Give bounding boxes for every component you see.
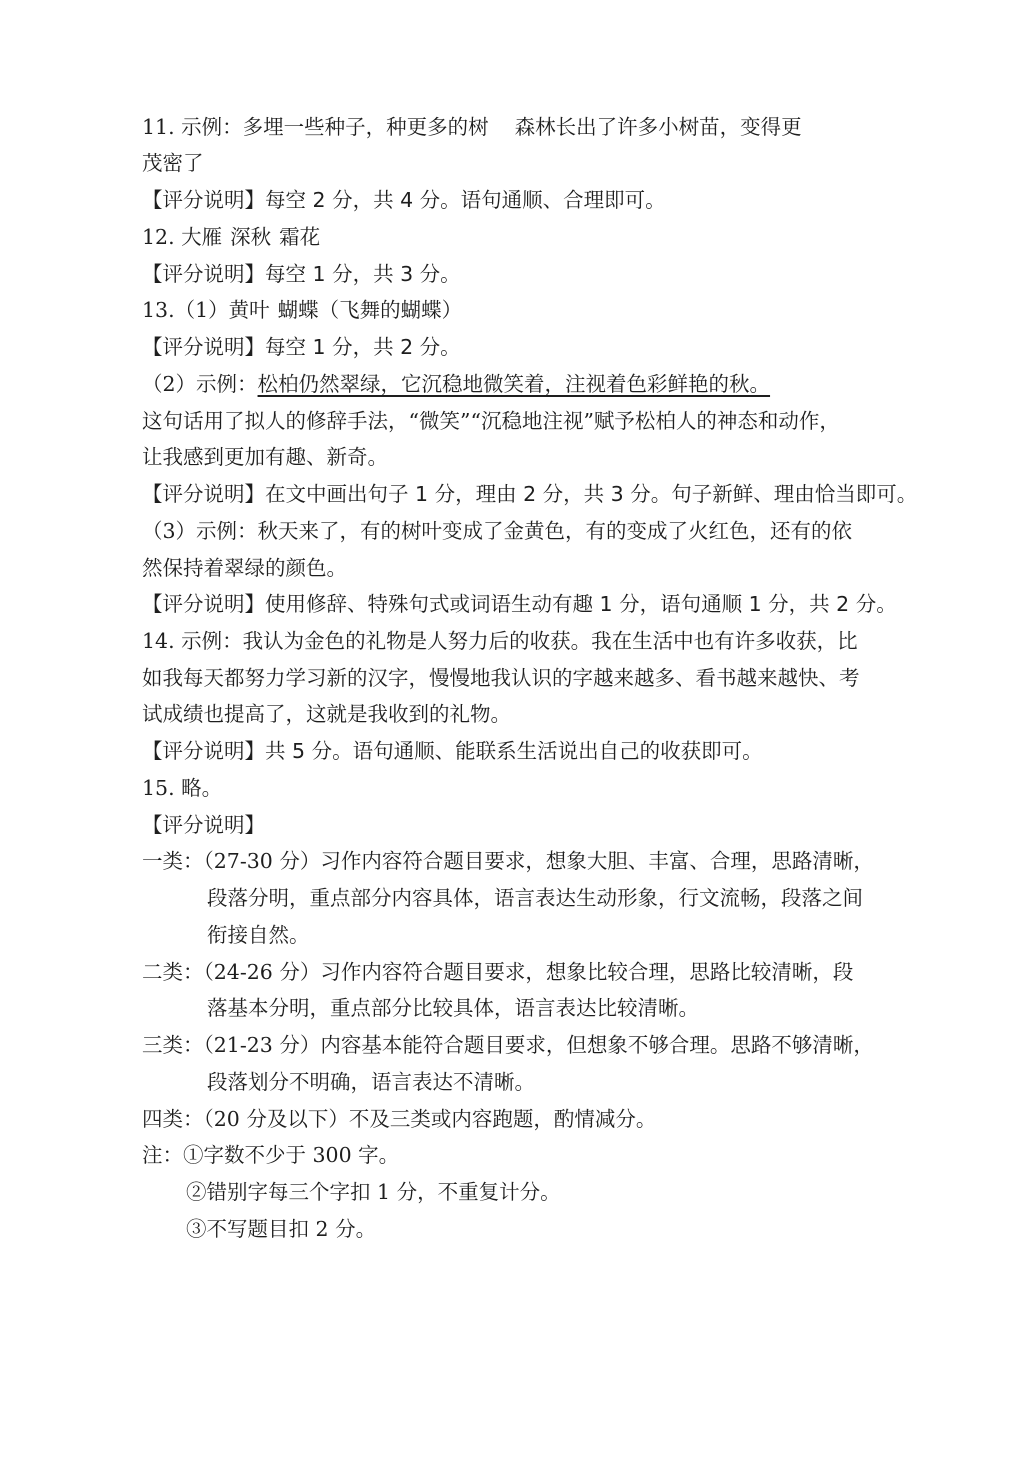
- category-4-line1: 四类：（20 分及以下）不及三类或内容跑题，酌情减分。: [142, 1107, 657, 1131]
- q14-line2: 如我每天都努力学习新的汉字，慢慢地我认识的字越来越多、看书越来越快、考: [142, 666, 860, 690]
- q15-rubric-heading: 【评分说明】: [142, 813, 265, 837]
- q12-rubric: 【评分说明】每空 1 分，共 3 分。: [142, 262, 461, 286]
- q13-part3-line1: （3）示例：秋天来了，有的树叶变成了金黄色，有的变成了火红色，还有的依: [142, 519, 853, 543]
- q11-rubric: 【评分说明】每空 2 分，共 4 分。语句通顺、合理即可。: [142, 188, 666, 212]
- q14-line1: 14. 示例：我认为金色的礼物是人努力后的收获。我在生活中也有许多收获，比: [142, 629, 858, 653]
- q13-part2-underlined-sentence: 松柏仍然翠绿，它沉稳地微笑着，注视着色彩鲜艳的秋。: [257, 372, 771, 396]
- q13-rubric1: 【评分说明】每空 1 分，共 2 分。: [142, 335, 461, 359]
- q13-rubric3: 【评分说明】使用修辞、特殊句式或词语生动有趣 1 分，语句通顺 1 分，共 2 分。: [142, 592, 897, 616]
- note-3: ③不写题目扣 2 分。: [186, 1217, 377, 1241]
- q13-part3-line2: 然保持着翠绿的颜色。: [142, 556, 347, 580]
- category-1-line1: 一类：（27-30 分）习作内容符合题目要求，想象大胆、丰富、合理，思路清晰，: [142, 849, 874, 873]
- q13-part2-line3: 让我感到更加有趣、新奇。: [142, 445, 388, 469]
- q14-line3: 试成绩也提高了，这就是我收到的礼物。: [142, 702, 511, 726]
- q12-answer-c: 霜花: [279, 225, 321, 249]
- category-2-line1: 二类：（24-26 分）习作内容符合题目要求，想象比较合理，思路比较清晰，段: [142, 960, 854, 984]
- category-1-line3: 衔接自然。: [207, 923, 310, 947]
- q14-rubric: 【评分说明】共 5 分。语句通顺、能联系生活说出自己的收获即可。: [142, 739, 763, 763]
- q12-answer-a: 12. 大雁: [142, 225, 223, 249]
- q11-answer-part1: 11. 示例：多埋一些种子，种更多的树: [142, 115, 489, 139]
- q13-rubric2: 【评分说明】在文中画出句子 1 分，理由 2 分，共 3 分。句子新鲜、理由恰当即可。: [142, 482, 918, 506]
- q15-line1: 15. 略。: [142, 776, 223, 800]
- note-2: ②错别字每三个字扣 1 分，不重复计分。: [186, 1180, 561, 1204]
- q13-part1: [142, 297, 902, 323]
- q12-answer: [142, 224, 902, 250]
- category-1-line2: 段落分明，重点部分内容具体，语言表达生动形象，行文流畅，段落之间: [207, 886, 863, 910]
- category-3-line1: 三类：（21-23 分）内容基本能符合题目要求，但想象不够合理。思路不够清晰，: [142, 1033, 874, 1057]
- category-2-line2: 落基本分明，重点部分比较具体，语言表达比较清晰。: [207, 996, 699, 1020]
- q13-part2-label: （2）示例：: [142, 372, 258, 396]
- q11-answer-part2: 森林长出了许多小树苗，变得更: [514, 115, 802, 139]
- q13-part2-line1: [142, 371, 902, 397]
- q12-answer-b: 深秋: [230, 225, 272, 249]
- q13-part1-b: 蝴蝶（飞舞的蝴蝶）: [277, 298, 463, 322]
- category-3-line2: 段落划分不明确，语言表达不清晰。: [207, 1070, 535, 1094]
- q13-part2-line2: 这句话用了拟人的修辞手法，“微笑”“沉稳地注视”赋予松柏人的神态和动作，: [142, 409, 840, 433]
- q11-line1: [142, 114, 902, 140]
- q11-line2: 茂密了: [142, 151, 204, 175]
- q13-part1-a: 13.（1）黄叶: [142, 298, 270, 322]
- note-1: 注：①字数不少于 300 字。: [142, 1143, 400, 1167]
